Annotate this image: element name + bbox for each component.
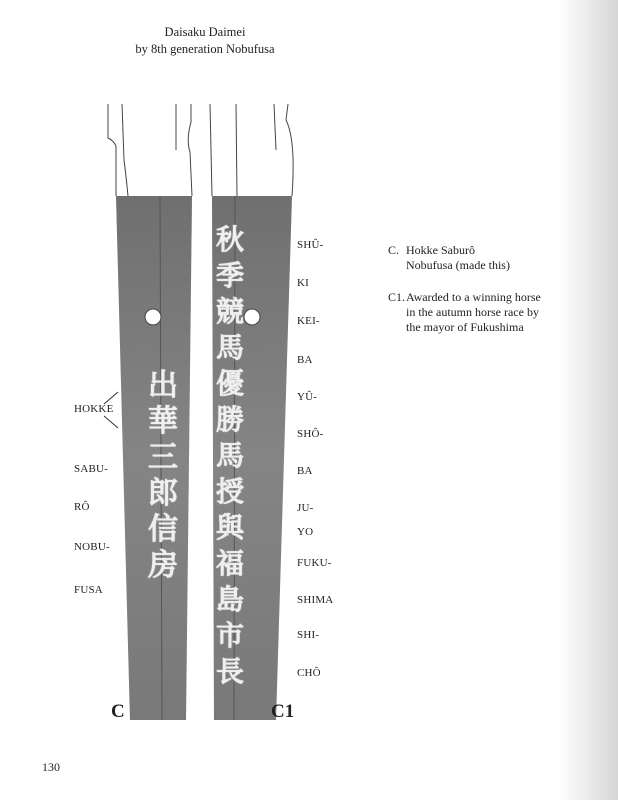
inscription-left-char: 出 xyxy=(148,368,178,403)
inscription-right-char: 季 xyxy=(215,259,244,292)
right-label: JU- xyxy=(297,502,314,514)
inscription-right-char: 秋 xyxy=(215,223,244,256)
inscription-right-char: 競 xyxy=(215,295,244,328)
left-label-sabu: SABU- xyxy=(74,463,109,475)
inscription-left-char: 華 xyxy=(148,404,178,439)
right-label: KEI- xyxy=(297,315,320,327)
left-label-fusa: FUSA xyxy=(74,584,103,596)
inscription-right-char: 長 xyxy=(215,655,244,688)
left-label-hokke: HOKKE xyxy=(74,403,114,415)
right-label: BA xyxy=(297,354,313,366)
tang-label-c1: C1 xyxy=(271,701,295,722)
right-label: BA xyxy=(297,465,313,477)
inscription-right-char: 與 xyxy=(215,511,244,544)
note-line: the mayor of Fukushima xyxy=(406,320,524,334)
title-line-1: Daisaku Daimei xyxy=(164,25,246,39)
tang-label-c: C xyxy=(111,701,125,722)
inscription-left xyxy=(140,368,186,584)
inscription-right-char: 授 xyxy=(215,475,244,508)
note-line: Nobufusa (made this) xyxy=(406,258,510,272)
note-line: in the autumn horse race by xyxy=(406,305,539,319)
right-label: CHÔ xyxy=(297,667,321,679)
inscription-right-char: 福 xyxy=(215,547,244,580)
right-label: SHÔ- xyxy=(297,428,324,440)
inscription-right-char: 優 xyxy=(215,367,244,400)
right-label: FUKU- xyxy=(297,557,332,569)
left-label-ro: RÔ xyxy=(74,501,90,513)
inscription-right-char: 島 xyxy=(215,583,244,616)
note-line: Awarded to a winning horse xyxy=(406,290,541,304)
inscription-right-char: 市 xyxy=(215,619,244,652)
right-label: YÛ- xyxy=(297,391,318,403)
inscription-right-char: 馬 xyxy=(215,439,244,472)
inscription-left-char: 郎 xyxy=(148,476,178,511)
right-label: SHÛ- xyxy=(297,239,324,251)
blade-outline-right xyxy=(210,104,293,196)
right-label: YO xyxy=(297,526,314,538)
inscription-left-char: 房 xyxy=(148,548,178,583)
note-line: Hokke Saburô xyxy=(406,243,475,257)
title-line-2: by 8th generation Nobufusa xyxy=(135,42,275,56)
page-number: 130 xyxy=(42,760,60,774)
translation-note-c xyxy=(388,243,510,273)
mekugi-hole-left xyxy=(145,309,161,325)
left-label-nobu: NOBU- xyxy=(74,541,110,553)
inscription-right-char: 勝 xyxy=(215,403,244,436)
note-key: C. xyxy=(388,243,400,257)
blade-outline-left xyxy=(108,104,192,196)
inscription-right-char: 馬 xyxy=(215,331,244,364)
right-label: SHI- xyxy=(297,629,320,641)
right-label: KI xyxy=(297,277,310,289)
inscription-left-char: 信 xyxy=(148,512,178,547)
inscription-right xyxy=(206,222,254,690)
right-label: SHIMA xyxy=(297,594,334,606)
inscription-left-char: 三 xyxy=(148,440,178,475)
translation-note-c1 xyxy=(388,290,541,335)
note-key: C1. xyxy=(388,290,406,304)
